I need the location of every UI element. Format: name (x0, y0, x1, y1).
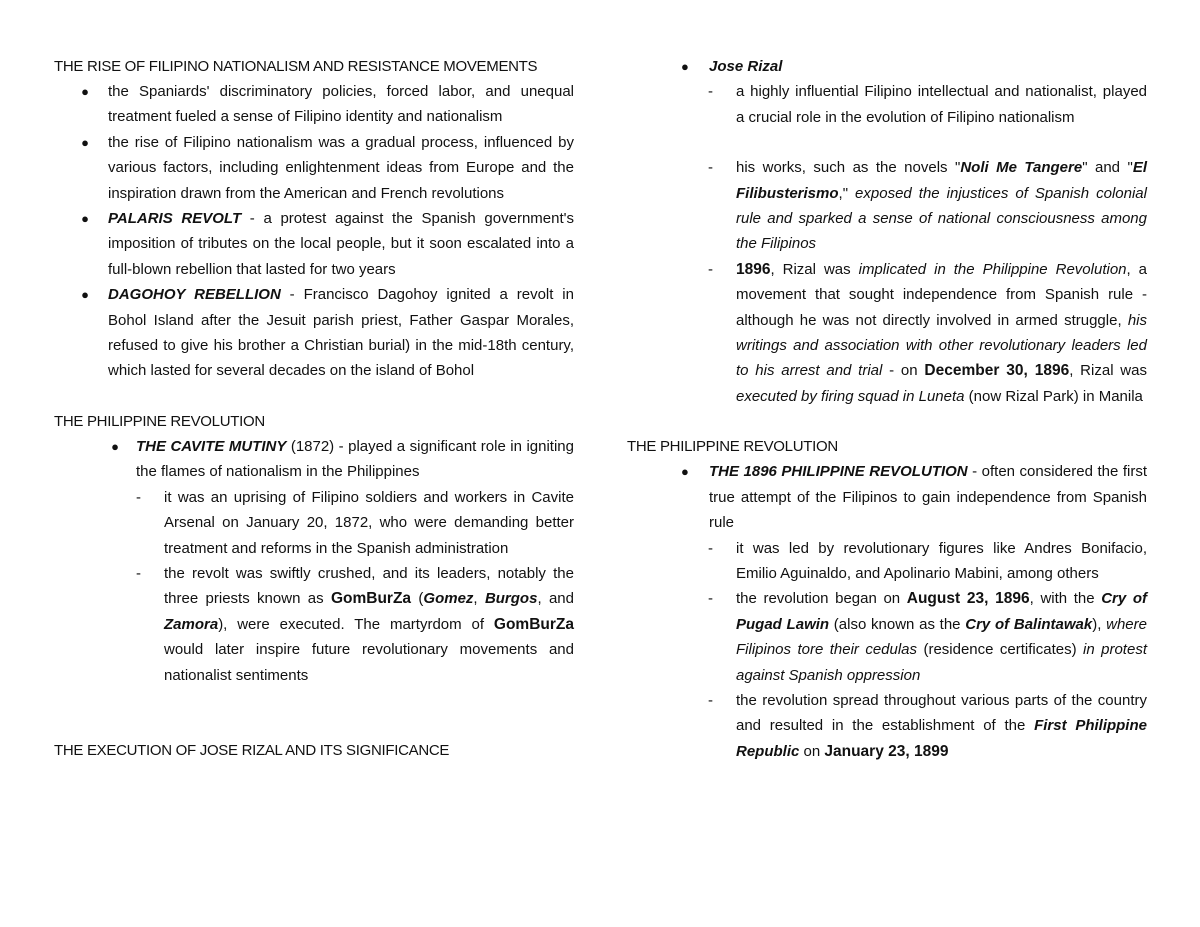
section-heading-revolution-right: THE PHILIPPINE REVOLUTION (627, 438, 838, 456)
list-item: ● THE 1896 PHILIPPINE REVOLUTION - often considered the first true attempt of the Filipinos to gain independence from Spanish rule (627, 459, 1147, 535)
dash-marker: - (136, 564, 141, 582)
list-item: ● the Spaniards' discriminatory policies, forced labor, and unequal treatment fueled a sense of Filipino identity and nationalism (54, 79, 574, 130)
left-column (54, 54, 574, 763)
dash-marker: - (708, 260, 713, 278)
bullet-icon: ● (111, 438, 119, 454)
sub-list-item: - his works, such as the novels "Noli Me Tangere" and "El Filibusterismo," exposed the injustices of Spanish colonial rule and sparked a sense of national consciousness among the Filipinos (627, 155, 1147, 257)
list-item: ● THE CAVITE MUTINY (1872) - played a significant role in igniting the flames of nationalism in the Philippines (54, 434, 574, 485)
dash-marker: - (136, 488, 141, 506)
term-cavite-mutiny: THE CAVITE MUTINY (136, 437, 287, 455)
bullet-icon: ● (81, 134, 89, 150)
sub-list-item: - the revolt was swiftly crushed, and its leaders, notably the three priests known as GomBurZa (Gomez, Burgos, and Zamora), were executed. The martyrdom of GomBurZa would later inspire future revolutionary movements and nationalist sentiments (54, 561, 574, 688)
list-item: ● the rise of Filipino nationalism was a gradual process, influenced by various factors, including enlightenment ideas from Europe and the inspiration drawn from the American and French revolutions (54, 130, 574, 206)
list-item (627, 54, 1147, 79)
bullet-icon: ● (681, 59, 689, 74)
sub-list-item: - it was an uprising of Filipino soldiers and workers in Cavite Arsenal on January 20, 1872, who were demanding better treatment and reforms in the Spanish administration (54, 485, 574, 561)
section-heading-execution: THE EXECUTION OF JOSE RIZAL AND ITS SIGNIFICANCE (54, 741, 450, 759)
section-heading-nationalism: THE RISE OF FILIPINO NATIONALISM AND RESISTANCE MOVEMENTS (54, 58, 538, 75)
list-item: ● DAGOHOY REBELLION - Francisco Dagohoy ignited a revolt in Bohol Island after the Jesuit parish priest, Father Gaspar Morales, refused to give his brother a Christian burial) in the mid-18th century, which lasted for several decades on the island of Bohol (54, 282, 574, 384)
dash-marker: - (708, 691, 713, 709)
right-column (627, 54, 1147, 764)
bullet-icon: ● (81, 287, 89, 303)
section-heading-revolution: THE PHILIPPINE REVOLUTION (54, 412, 265, 430)
sub-list-item: - the revolution began on August 23, 1896, with the Cry of Pugad Lawin (also known as the Cry of Balintawak), where Filipinos tore their cedulas (residence certificates) in protest against Spanish oppression (627, 586, 1147, 688)
dash-marker: - (708, 83, 713, 101)
bullet-icon: ● (81, 211, 89, 227)
dash-marker: - (708, 539, 713, 557)
sub-list-item: - the revolution spread throughout various parts of the country and resulted in the establishment of the First Philippine Republic on January 23, 1899 (627, 688, 1147, 764)
term-palaris-revolt: PALARIS REVOLT (108, 210, 242, 228)
bullet-icon: ● (681, 464, 689, 480)
sub-list-item: - a highly influential Filipino intellectual and nationalist, played a crucial role in the evolution of Filipino nationalism (627, 79, 1147, 130)
list-item: ● PALARIS REVOLT - a protest against the Spanish government's imposition of tributes on the local people, but it soon escalated into a full-blown rebellion that lasted for two years (54, 206, 574, 282)
term-jose-rizal: Jose Rizal (709, 58, 783, 75)
sub-list-item: - 1896, Rizal was implicated in the Philippine Revolution, a movement that sought independence from Spanish rule - although he was not directly involved in armed struggle, his writings and association with other revolutionary leaders led to his arrest and trial - on December 30, 1896, Rizal was executed by firing squad in Luneta (now Rizal Park) in Manila (627, 257, 1147, 409)
dash-marker: - (708, 590, 713, 608)
bullet-icon: ● (81, 84, 89, 99)
term-dagohoy-rebellion: DAGOHOY REBELLION (108, 286, 281, 304)
term-1896-revolution: THE 1896 PHILIPPINE REVOLUTION (709, 463, 968, 481)
dash-marker: - (708, 159, 713, 177)
sub-list-item: - it was led by revolutionary figures like Andres Bonifacio, Emilio Aguinaldo, and Apolinario Mabini, among others (627, 536, 1147, 587)
